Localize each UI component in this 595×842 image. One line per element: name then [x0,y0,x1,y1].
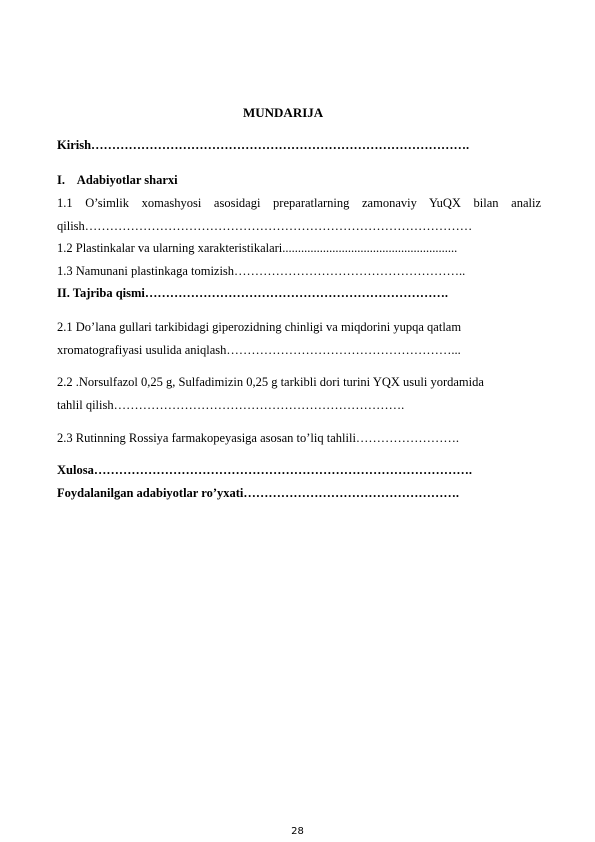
toc-item-2-1-line1: 2.1 Do’lana gullari tarkibidagi giperozidning chinligi va miqdorini yupqa qatlam [57,320,462,334]
toc-conclusion: Xulosa………………………………………………………………………………. [57,463,472,477]
toc-item-1-2: 1.2 Plastinkalar va ularning xarakteristikalari........................................................ [57,241,458,255]
toc-item-2-2-line1: 2.2 .Norsulfazol 0,25 g, Sulfadimizin 0,25 g tarkibli dori turini YQX usuli yordamida [57,375,484,389]
page-number: 28 [291,826,304,837]
toc-section1-heading: I. Adabiyotlar sharxi [57,173,178,187]
toc-item-2-3: 2.3 Rutinning Rossiya farmakopeyasiga asosan to’liq tahlili……………………. [57,431,460,445]
toc-item-1-3: 1.3 Namunani plastinkaga tomizish……………………………………………….. [57,264,466,278]
page-title: MUNDARIJA [243,105,324,120]
toc-references: Foydalanilgan adabiyotlar ro’yxati……………………………………………. [57,486,459,500]
toc-item-1-1-line1: 1.1 O’simlik xomashyosi asosidagi preparatlarning zamonaviy YuQX bilan analiz [57,196,541,210]
toc-item-2-2-line2: tahlil qilish……………………………………………………………. [57,398,405,412]
toc-intro: Kirish………………………………………………………………………………. [57,138,470,152]
toc-section2-heading: II. Tajriba qismi………………………………………………………………. [57,286,449,300]
toc-item-2-1-line2: xromatografiyasi usulida aniqlash………………………………………………... [57,343,461,357]
toc-item-1-1-line2: qilish………………………………………………………………………………… [57,219,473,233]
